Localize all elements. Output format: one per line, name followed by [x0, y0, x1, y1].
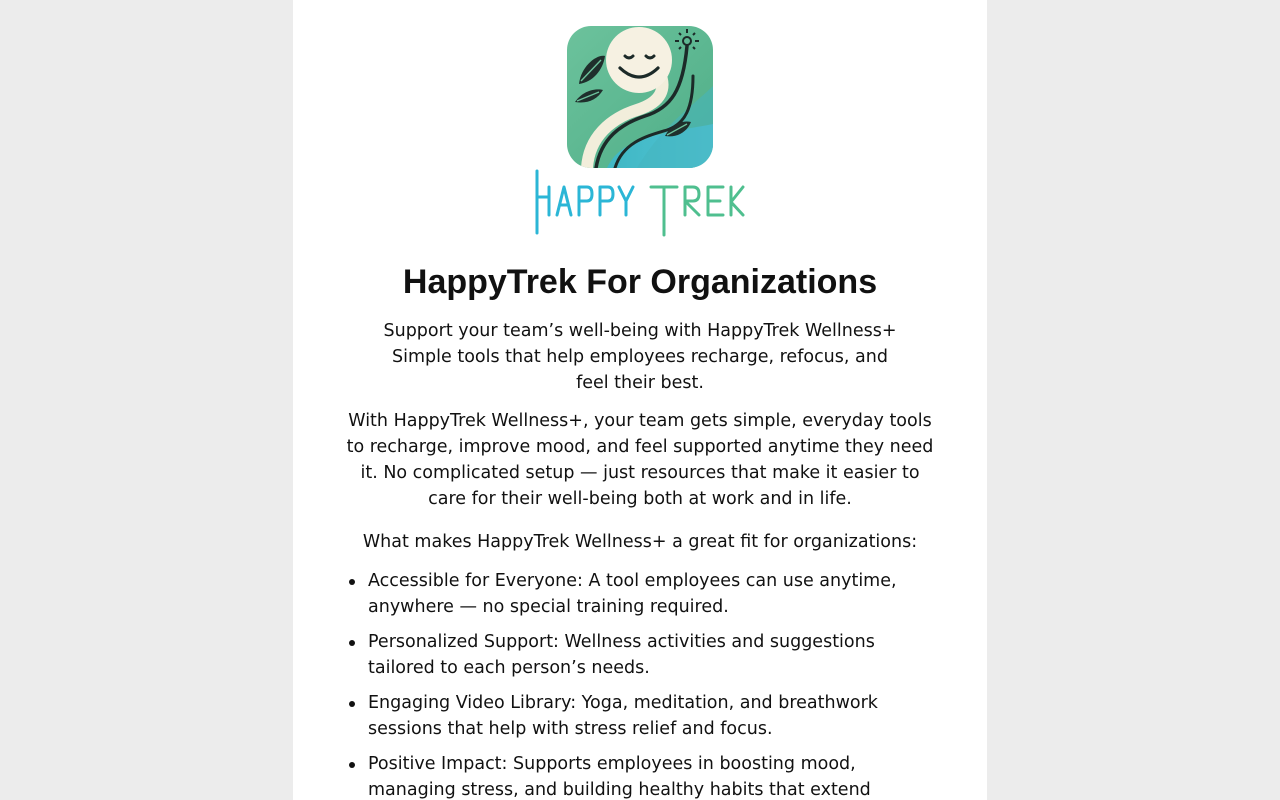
feature-item: Positive Impact: Supports employees in boosting mood, managing stress, and building healthy habits that extend [346, 751, 934, 800]
body-paragraph: With HappyTrek Wellness+, your team gets simple, everyday tools to recharge, improve mood, and feel supported anytime they need it. No complicated setup — just resources that make it easier to care for their well-being both at work and in life. [346, 411, 934, 509]
intro-line-2: Simple tools that help employees recharge, refocus, and feel their best. [392, 347, 888, 393]
feature-item: Engaging Video Library: Yoga, meditation, and breathwork sessions that help with stress relief and focus. [346, 690, 934, 742]
page-content [346, 0, 934, 800]
feature-item: Accessible for Everyone: A tool employees can use anytime, anywhere — no special training required. [346, 568, 934, 620]
feature-list [346, 568, 934, 800]
fit-heading: What makes HappyTrek Wellness+ a great fit for organizations: [362, 532, 918, 552]
happytrek-app-icon [567, 26, 713, 168]
feature-item: Personalized Support: Wellness activities and suggestions tailored to each person’s needs. [346, 629, 934, 681]
brand-logo [346, 26, 934, 237]
intro-line-1: Support your team’s well-being with HappyTrek Wellness+ [383, 321, 897, 341]
intro-text [380, 318, 900, 396]
document-page [293, 0, 987, 800]
happytrek-wordmark [533, 169, 747, 237]
page-title: HappyTrek For Organizations [402, 263, 878, 301]
